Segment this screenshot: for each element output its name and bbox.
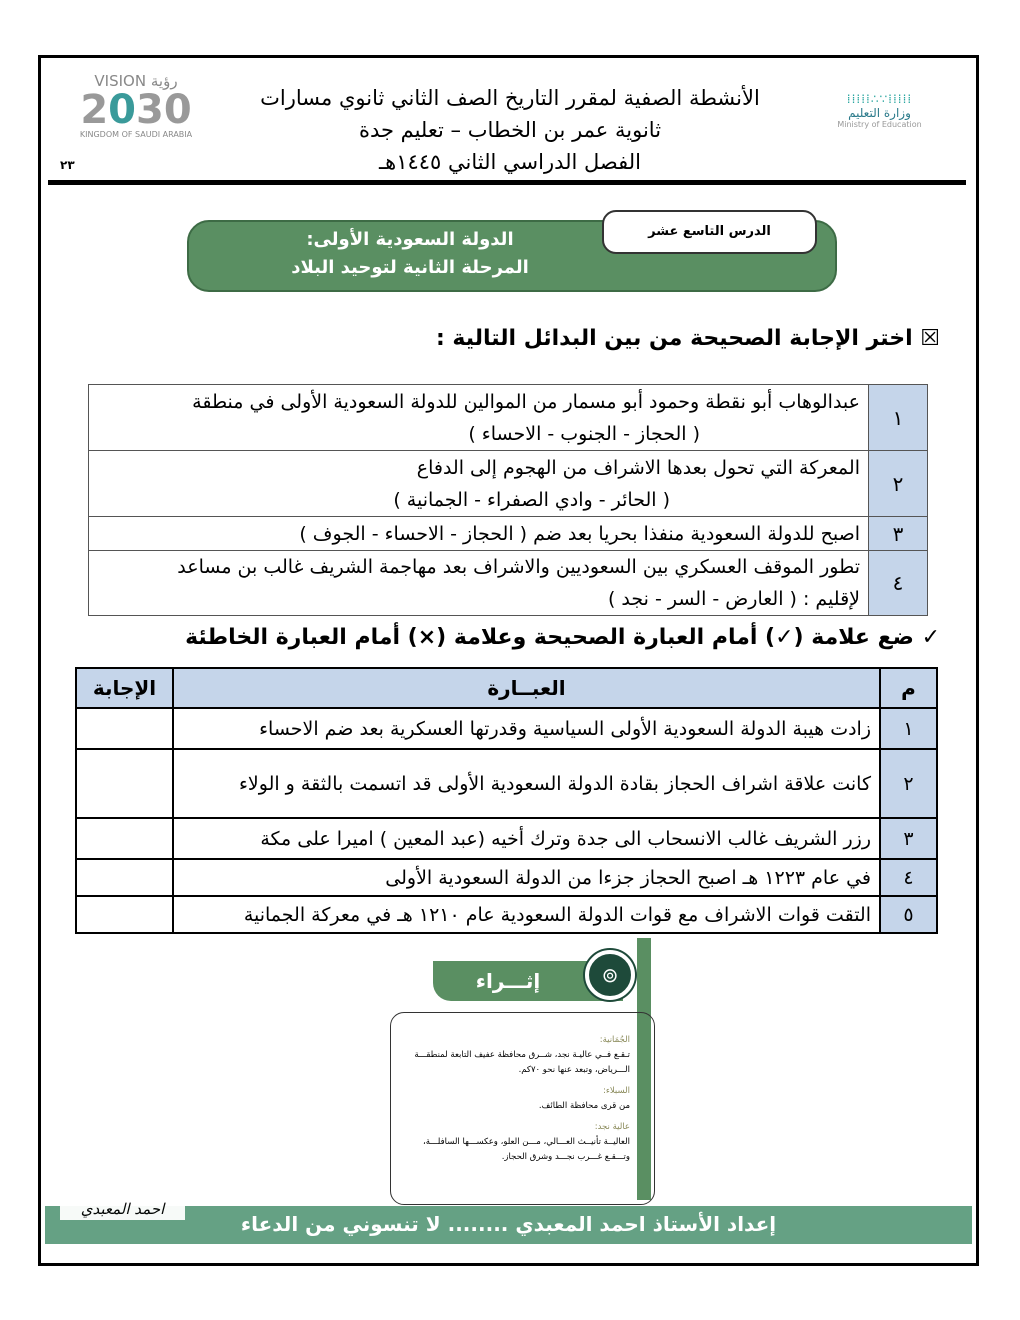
ministry-logo: ⁞⁞⁞⁞⁞∴∵⁞⁞⁞⁞⁞ وزارة التعليم Ministry of Education [837,92,922,129]
lesson-label: الدرس التاسع عشر [602,210,817,254]
lesson-title-line2: المرحلة الثانية لتوحيد البلاد [291,257,529,278]
table-row [76,749,937,818]
table-row [89,551,928,616]
statement-text: كانت علاقة اشراف الحجاز بقادة الدولة السعودية الأولى قد اتسمت بالثقة و الولاء [173,749,880,818]
answer-cell[interactable] [76,818,173,859]
ithra-heading: السبلاء: [602,1086,630,1096]
ithra-body: من قرى محافظة الطائف. [538,1101,630,1111]
vision-2030-logo: VISION رؤية 2030 KINGDOM OF SAUDI ARABIA [79,72,193,139]
ithra-heading: عالية نجد: [594,1122,630,1132]
row-number: ٢ [869,451,928,517]
ithra-label: إثـــراء [433,961,623,1001]
signature: احمد المعبدي [60,1198,185,1220]
answer-cell[interactable] [76,896,173,933]
binoculars-icon: ⊚ [585,950,635,1000]
header-statement: العبــارة [173,668,880,708]
ithra-box [390,1012,655,1205]
statement-text: زادت هيبة الدولة السعودية الأولى السياسية وقدرتها العسكرية بعد ضم الاحساء [173,708,880,749]
lesson-title-line1: الدولة السعودية الأولى: [306,229,514,250]
lesson-title [200,226,620,282]
row-number: ١ [869,385,928,451]
statement-text: التقت قوات الاشراف مع قوات الدولة السعودية عام ١٢١٠ هـ في معركة الجمانية [173,896,880,933]
mcq-table [88,384,928,616]
ithra-body: العاليــة تأنيــث العـــالي، مـــن العلو، وعكســـها السافلـــة، وتـــقـع غـــرب نجـــد وشرق الحجاز. [423,1137,630,1162]
section2-title: ✓ ضع علامة (✓) أمام العبارة الصحيحة وعلامة (×) أمام العبارة الخاطئة [185,625,940,650]
table-row [76,896,937,933]
row-number: ٢ [880,749,937,818]
header-school: ثانوية عمر بن الخطاب – تعليم جدة [358,118,662,142]
header-semester: الفصل الدراسي الثاني ١٤٤٥هـ [378,150,641,174]
header-answer: الإجابة [76,668,173,708]
question-options: ( الحائر - وادي الصفراء - الجمانية ) [393,488,670,511]
table-row [89,451,928,517]
row-number: ١ [880,708,937,749]
question-text: عبدالوهاب أبو نقطة وحمود أبو مسمار من الموالين للدولة السعودية الأولى في منطقة [192,390,860,413]
ithra-body: تـقـع فــي عاليـة نجد، شــرق محافظة عفيف التابعة لمنطقـــة الـــرياض، وتبعد عنها نحو ٧٠كم. [414,1050,630,1075]
question-options: لإقليم : ( العارض - السر - نجد ) [607,588,860,610]
question-text: تطور الموقف العسكري بين السعوديين والاشراف بعد مهاجمة الشريف غالب بن مساعد [177,556,860,578]
question-text: المعركة التي تحول بعدها الاشراف من الهجوم إلى الدفاع [416,456,860,479]
question-options: ( الحجاز - الجنوب - الاحساء ) [468,422,700,445]
row-number: ٣ [880,818,937,859]
table-row [76,708,937,749]
answer-cell[interactable] [76,749,173,818]
footer-bar: إعداد الأستاذ احمد المعبدي ........ لا تنسوني من الدعاء [45,1206,972,1244]
row-number: ٥ [880,896,937,933]
header-num: م [880,668,937,708]
row-number: ٣ [869,517,928,551]
question-text: اصبح للدولة السعودية منفذا بحريا بعد ضم ( الحجاز - الاحساء - الجوف ) [299,522,860,545]
true-false-table [75,667,938,934]
table-row [89,517,928,551]
table-row [76,859,937,896]
answer-cell[interactable] [76,708,173,749]
page-number: ٢٣ [60,158,75,172]
table-row [89,385,928,451]
statement-text: في عام ١٢٢٣ هـ اصبح الحجاز جزءا من الدولة السعودية الأولى [173,859,880,896]
section1-title: ☒ اختر الإجابة الصحيحة من بين البدائل التالية : [435,326,940,351]
row-number: ٤ [869,551,928,616]
header-divider [48,180,966,185]
statement-text: رزر الشريف غالب الانسحاب الى جدة وترك أخيه (عبد المعين ) اميرا على مكة [173,818,880,859]
ithra-heading: الجُمَانية: [599,1035,630,1045]
table-row [76,818,937,859]
row-number: ٤ [880,859,937,896]
answer-cell[interactable] [76,859,173,896]
header-title: الأنشطة الصفية لمقرر التاريخ الصف الثاني ثانوي مسارات [260,86,760,110]
